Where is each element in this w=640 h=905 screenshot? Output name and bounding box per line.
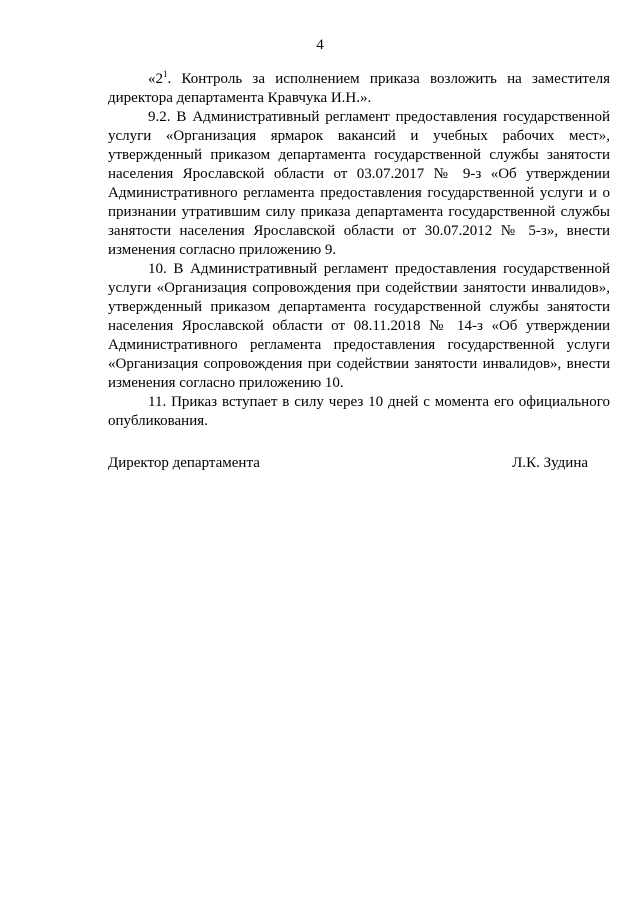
text-line: директора департамента Кравчука И.Н.». (108, 90, 372, 106)
text-line: утвержденный приказом департамента государственной службы занятости (108, 147, 610, 163)
text-line: населения Ярославской области от 03.07.2017 № 9-з «Об утверждении (108, 166, 610, 182)
text-line-start: «2 (148, 71, 163, 87)
paragraph-2-1 (108, 70, 610, 108)
page-number: 4 (316, 37, 324, 53)
document-body (108, 70, 610, 431)
text-line (108, 70, 610, 89)
signatory-title: Директор департамента (108, 455, 260, 471)
paragraph-11 (108, 393, 610, 431)
text-line: «Организация сопровождения при содействии занятости инвалидов», внести (108, 356, 610, 372)
text-line: Административного регламента предоставления государственной услуги и о (108, 185, 610, 201)
text-line: опубликования. (108, 413, 208, 429)
signatory-name: Л.К. Зудина (512, 455, 588, 471)
text-line: 11. Приказ вступает в силу через 10 дней с момента его официального (148, 394, 610, 410)
paragraph-10 (108, 260, 610, 393)
text-line: 10. В Административный регламент предоставления государственной (148, 261, 610, 277)
text-line: утвержденный приказом департамента государственной службы занятости (108, 299, 610, 315)
paragraph-9-2 (108, 108, 610, 260)
text-line: признании утратившим силу приказа департамента государственной службы (108, 204, 610, 220)
text-line: Административного регламента предоставления государственной услуги (108, 337, 610, 353)
text-line: изменения согласно приложению 10. (108, 375, 344, 391)
superscript: 1 (163, 69, 168, 79)
text-line: изменения согласно приложению 9. (108, 242, 337, 258)
text-line: занятости населения Ярославской области от 30.07.2012 № 5-з», внести (108, 223, 610, 239)
text-line: услуги «Организация ярмарок вакансий и учебных рабочих мест», (108, 128, 610, 144)
text-line: услуги «Организация сопровождения при содействии занятости инвалидов», (108, 280, 610, 296)
text-line-rest: . Контроль за исполнением приказа возложить на заместителя (167, 71, 610, 87)
text-line: населения Ярославской области от 08.11.2018 № 14-з «Об утверждении (108, 318, 610, 334)
text-line: 9.2. В Административный регламент предоставления государственной (148, 109, 610, 125)
